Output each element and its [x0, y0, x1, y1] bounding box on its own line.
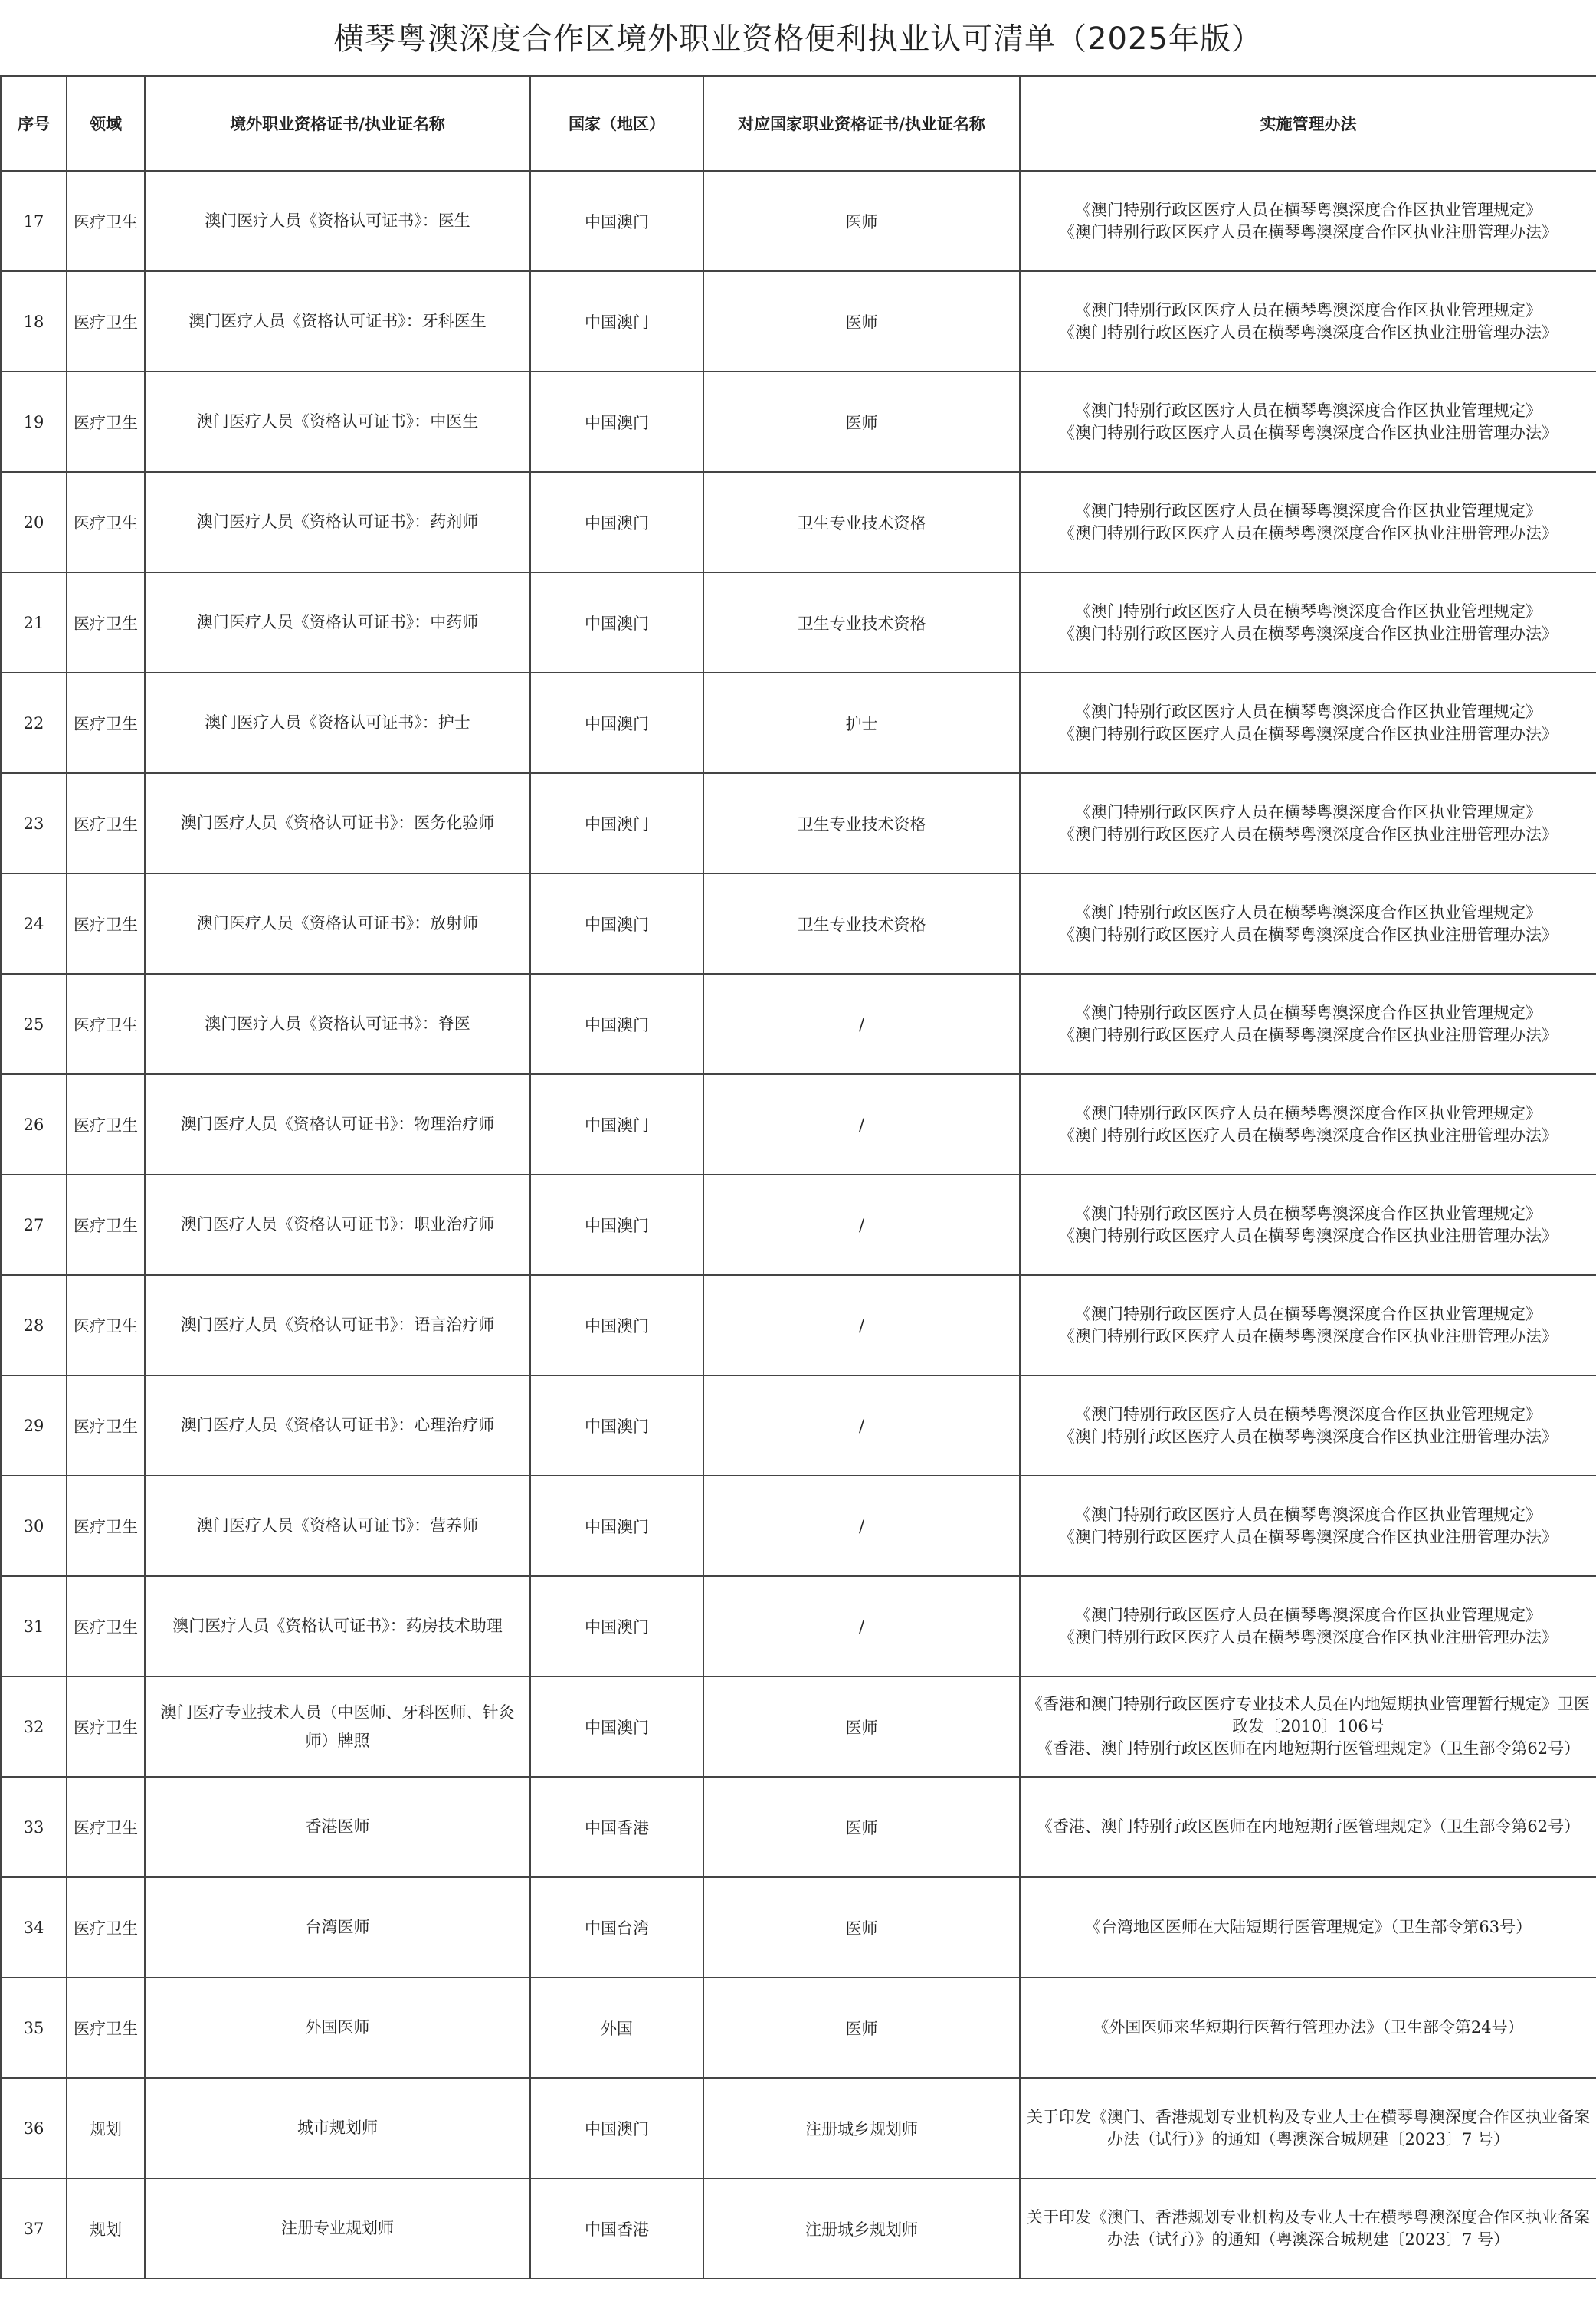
measure-line: 关于印发《澳门、香港规划专业机构及专业人士在横琴粤澳深度合作区执业备案办法（试行）》的通知（粤澳深合城规建〔2023〕7 号） — [1027, 2107, 1590, 2148]
measure-line: 《台湾地区医师在大陆短期行医管理规定》（卫生部令第63号） — [1084, 1918, 1532, 1936]
row-mapped-cert-cell: 注册城乡规划师 — [703, 2078, 1020, 2178]
measure-line: 《澳门特别行政区医疗人员在横琴粤澳深度合作区执业注册管理办法》 — [1059, 1126, 1558, 1145]
table-row — [1, 1978, 1596, 2078]
row-mapped-cert-cell: 卫生专业技术资格 — [703, 873, 1020, 974]
row-foreign-cert-cell: 澳门医疗人员《资格认可证书》：心理治疗师 — [145, 1375, 530, 1476]
row-seq-cell: 28 — [1, 1275, 67, 1375]
row-foreign-cert-cell: 澳门医疗人员《资格认可证书》：药剂师 — [145, 472, 530, 572]
row-mapped-cert-cell: / — [703, 1275, 1020, 1375]
header-region: 国家（地区） — [530, 76, 703, 171]
row-seq-cell: 17 — [1, 171, 67, 271]
measure-line: 《澳门特别行政区医疗人员在横琴粤澳深度合作区执业注册管理办法》 — [1059, 1226, 1558, 1245]
header-measures: 实施管理办法 — [1020, 76, 1596, 171]
measure-line: 《澳门特别行政区医疗人员在横琴粤澳深度合作区执业管理规定》 — [1075, 501, 1542, 520]
row-foreign-cert-cell: 澳门医疗人员《资格认可证书》：医务化验师 — [145, 773, 530, 873]
measure-line: 《澳门特别行政区医疗人员在横琴粤澳深度合作区执业管理规定》 — [1075, 200, 1542, 219]
row-measures-cell — [1020, 1074, 1596, 1175]
row-region-cell: 中国澳门 — [530, 673, 703, 773]
measure-line: 《香港、澳门特别行政区医师在内地短期行医管理规定》（卫生部令第62号） — [1036, 1817, 1581, 1836]
row-foreign-cert-cell: 城市规划师 — [145, 2078, 530, 2178]
row-mapped-cert-cell: 医师 — [703, 1777, 1020, 1877]
row-measures-cell — [1020, 1275, 1596, 1375]
row-mapped-cert-cell: 医师 — [703, 1978, 1020, 2078]
row-region-cell: 中国澳门 — [530, 1175, 703, 1275]
row-foreign-cert-cell: 外国医师 — [145, 1978, 530, 2078]
measure-line: 《澳门特别行政区医疗人员在横琴粤澳深度合作区执业管理规定》 — [1075, 1605, 1542, 1624]
table-row — [1, 673, 1596, 773]
row-foreign-cert-cell: 台湾医师 — [145, 1877, 530, 1978]
row-foreign-cert-cell: 澳门医疗人员《资格认可证书》：物理治疗师 — [145, 1074, 530, 1175]
row-seq-cell: 27 — [1, 1175, 67, 1275]
table-row — [1, 2178, 1596, 2279]
row-field-cell: 医疗卫生 — [67, 1175, 145, 1275]
measure-line: 《澳门特别行政区医疗人员在横琴粤澳深度合作区执业注册管理办法》 — [1059, 323, 1558, 342]
row-region-cell: 中国澳门 — [530, 1275, 703, 1375]
row-measures-cell — [1020, 472, 1596, 572]
measure-line: 《澳门特别行政区医疗人员在横琴粤澳深度合作区执业管理规定》 — [1075, 1103, 1542, 1122]
row-foreign-cert-cell: 澳门医疗专业技术人员（中医师、牙科医师、针灸师）牌照 — [145, 1676, 530, 1777]
measure-line: 《澳门特别行政区医疗人员在横琴粤澳深度合作区执业注册管理办法》 — [1059, 1527, 1558, 1546]
table-row — [1, 372, 1596, 472]
row-foreign-cert-cell: 澳门医疗人员《资格认可证书》：中医生 — [145, 372, 530, 472]
table-row — [1, 1676, 1596, 1777]
row-field-cell: 医疗卫生 — [67, 271, 145, 372]
row-seq-cell: 20 — [1, 472, 67, 572]
qualification-table — [0, 75, 1596, 2279]
row-measures-cell — [1020, 974, 1596, 1074]
measure-line: 《澳门特别行政区医疗人员在横琴粤澳深度合作区执业管理规定》 — [1075, 1003, 1542, 1022]
row-region-cell: 中国澳门 — [530, 1375, 703, 1476]
row-field-cell: 医疗卫生 — [67, 1777, 145, 1877]
measure-line: 《澳门特别行政区医疗人员在横琴粤澳深度合作区执业管理规定》 — [1075, 903, 1542, 922]
table-body — [1, 171, 1596, 2279]
row-field-cell: 医疗卫生 — [67, 1978, 145, 2078]
row-foreign-cert-cell: 澳门医疗人员《资格认可证书》：中药师 — [145, 572, 530, 673]
row-mapped-cert-cell: / — [703, 1375, 1020, 1476]
measure-line: 《香港、澳门特别行政区医师在内地短期行医管理规定》（卫生部令第62号） — [1036, 1739, 1581, 1758]
row-measures-cell — [1020, 773, 1596, 873]
row-region-cell: 中国澳门 — [530, 873, 703, 974]
measure-line: 《澳门特别行政区医疗人员在横琴粤澳深度合作区执业管理规定》 — [1075, 1404, 1542, 1424]
table-row — [1, 974, 1596, 1074]
measure-line: 《澳门特别行政区医疗人员在横琴粤澳深度合作区执业注册管理办法》 — [1059, 1025, 1558, 1044]
row-mapped-cert-cell: / — [703, 1074, 1020, 1175]
row-seq-cell: 23 — [1, 773, 67, 873]
row-foreign-cert-cell: 澳门医疗人员《资格认可证书》：营养师 — [145, 1476, 530, 1576]
table-row — [1, 572, 1596, 673]
row-seq-cell: 22 — [1, 673, 67, 773]
header-seq: 序号 — [1, 76, 67, 171]
measure-line: 《澳门特别行政区医疗人员在横琴粤澳深度合作区执业管理规定》 — [1075, 300, 1542, 320]
row-foreign-cert-cell: 澳门医疗人员《资格认可证书》：护士 — [145, 673, 530, 773]
row-seq-cell: 34 — [1, 1877, 67, 1978]
row-region-cell: 中国澳门 — [530, 271, 703, 372]
row-region-cell: 中国香港 — [530, 2178, 703, 2279]
row-region-cell: 中国澳门 — [530, 572, 703, 673]
row-region-cell: 中国澳门 — [530, 171, 703, 271]
row-mapped-cert-cell: 医师 — [703, 171, 1020, 271]
row-field-cell: 医疗卫生 — [67, 1576, 145, 1676]
row-measures-cell — [1020, 271, 1596, 372]
table-row — [1, 2078, 1596, 2178]
row-seq-cell: 35 — [1, 1978, 67, 2078]
row-region-cell: 中国澳门 — [530, 472, 703, 572]
row-region-cell: 中国澳门 — [530, 1576, 703, 1676]
measure-line: 关于印发《澳门、香港规划专业机构及专业人士在横琴粤澳深度合作区执业备案办法（试行）》的通知（粤澳深合城规建〔2023〕7 号） — [1027, 2207, 1590, 2249]
row-foreign-cert-cell: 澳门医疗人员《资格认可证书》：医生 — [145, 171, 530, 271]
row-seq-cell: 19 — [1, 372, 67, 472]
measure-line: 《澳门特别行政区医疗人员在横琴粤澳深度合作区执业注册管理办法》 — [1059, 624, 1558, 643]
row-field-cell: 医疗卫生 — [67, 572, 145, 673]
row-region-cell: 中国澳门 — [530, 1676, 703, 1777]
header-field: 领域 — [67, 76, 145, 171]
row-field-cell: 医疗卫生 — [67, 1375, 145, 1476]
row-foreign-cert-cell: 澳门医疗人员《资格认可证书》：药房技术助理 — [145, 1576, 530, 1676]
row-field-cell: 医疗卫生 — [67, 1476, 145, 1576]
measure-line: 《澳门特别行政区医疗人员在横琴粤澳深度合作区执业管理规定》 — [1075, 1304, 1542, 1323]
row-seq-cell: 29 — [1, 1375, 67, 1476]
row-measures-cell — [1020, 2078, 1596, 2178]
row-mapped-cert-cell: 医师 — [703, 1877, 1020, 1978]
header-foreign-cert: 境外职业资格证书/执业证名称 — [145, 76, 530, 171]
row-seq-cell: 24 — [1, 873, 67, 974]
table-row — [1, 873, 1596, 974]
page-title: 横琴粤澳深度合作区境外职业资格便利执业认可清单（2025年版） — [333, 21, 1263, 57]
row-region-cell: 中国澳门 — [530, 773, 703, 873]
row-seq-cell: 36 — [1, 2078, 67, 2178]
measure-line: 《澳门特别行政区医疗人员在横琴粤澳深度合作区执业注册管理办法》 — [1059, 222, 1558, 241]
header-row — [1, 76, 1596, 171]
row-region-cell: 中国澳门 — [530, 974, 703, 1074]
row-region-cell: 中国香港 — [530, 1777, 703, 1877]
header-mapped-cert: 对应国家职业资格证书/执业证名称 — [703, 76, 1020, 171]
measure-line: 《澳门特别行政区医疗人员在横琴粤澳深度合作区执业管理规定》 — [1075, 1505, 1542, 1524]
row-foreign-cert-cell: 注册专业规划师 — [145, 2178, 530, 2279]
measure-line: 《外国医师来华短期行医暂行管理办法》（卫生部令第24号） — [1093, 2018, 1524, 2037]
row-seq-cell: 32 — [1, 1676, 67, 1777]
row-mapped-cert-cell: / — [703, 974, 1020, 1074]
row-mapped-cert-cell: 医师 — [703, 372, 1020, 472]
row-mapped-cert-cell: 医师 — [703, 1676, 1020, 1777]
row-measures-cell — [1020, 1676, 1596, 1777]
measure-line: 《澳门特别行政区医疗人员在横琴粤澳深度合作区执业注册管理办法》 — [1059, 925, 1558, 944]
measure-line: 《香港和澳门特别行政区医疗专业技术人员在内地短期执业管理暂行规定》卫医政发〔2010〕106号 — [1027, 1695, 1590, 1735]
table-row — [1, 773, 1596, 873]
measure-line: 《澳门特别行政区医疗人员在横琴粤澳深度合作区执业注册管理办法》 — [1059, 1326, 1558, 1345]
table-row — [1, 1476, 1596, 1576]
row-measures-cell — [1020, 1175, 1596, 1275]
row-field-cell: 医疗卫生 — [67, 372, 145, 472]
row-measures-cell — [1020, 572, 1596, 673]
row-region-cell: 外国 — [530, 1978, 703, 2078]
row-foreign-cert-cell: 澳门医疗人员《资格认可证书》：脊医 — [145, 974, 530, 1074]
row-measures-cell — [1020, 372, 1596, 472]
measure-line: 《澳门特别行政区医疗人员在横琴粤澳深度合作区执业注册管理办法》 — [1059, 724, 1558, 743]
table-row — [1, 1576, 1596, 1676]
measure-line: 《澳门特别行政区医疗人员在横琴粤澳深度合作区执业注册管理办法》 — [1059, 423, 1558, 442]
measure-line: 《澳门特别行政区医疗人员在横琴粤澳深度合作区执业管理规定》 — [1075, 802, 1542, 821]
row-measures-cell — [1020, 171, 1596, 271]
row-field-cell: 医疗卫生 — [67, 974, 145, 1074]
row-region-cell: 中国澳门 — [530, 2078, 703, 2178]
row-foreign-cert-cell: 澳门医疗人员《资格认可证书》：牙科医生 — [145, 271, 530, 372]
row-mapped-cert-cell: 护士 — [703, 673, 1020, 773]
row-field-cell: 医疗卫生 — [67, 1275, 145, 1375]
row-measures-cell — [1020, 1978, 1596, 2078]
row-seq-cell: 18 — [1, 271, 67, 372]
row-foreign-cert-cell: 香港医师 — [145, 1777, 530, 1877]
table-row — [1, 171, 1596, 271]
row-seq-cell: 30 — [1, 1476, 67, 1576]
table-header — [1, 76, 1596, 171]
row-measures-cell — [1020, 1375, 1596, 1476]
row-mapped-cert-cell: 医师 — [703, 271, 1020, 372]
row-mapped-cert-cell: 注册城乡规划师 — [703, 2178, 1020, 2279]
row-field-cell: 医疗卫生 — [67, 171, 145, 271]
row-mapped-cert-cell: 卫生专业技术资格 — [703, 472, 1020, 572]
row-field-cell: 医疗卫生 — [67, 773, 145, 873]
row-seq-cell: 26 — [1, 1074, 67, 1175]
row-seq-cell: 37 — [1, 2178, 67, 2279]
row-seq-cell: 21 — [1, 572, 67, 673]
row-mapped-cert-cell: / — [703, 1576, 1020, 1676]
measure-line: 《澳门特别行政区医疗人员在横琴粤澳深度合作区执业注册管理办法》 — [1059, 1627, 1558, 1647]
row-region-cell: 中国澳门 — [530, 1074, 703, 1175]
row-mapped-cert-cell: 卫生专业技术资格 — [703, 572, 1020, 673]
row-field-cell: 规划 — [67, 2178, 145, 2279]
row-measures-cell — [1020, 1476, 1596, 1576]
table-row — [1, 1375, 1596, 1476]
measure-line: 《澳门特别行政区医疗人员在横琴粤澳深度合作区执业管理规定》 — [1075, 1204, 1542, 1223]
measure-line: 《澳门特别行政区医疗人员在横琴粤澳深度合作区执业管理规定》 — [1075, 401, 1542, 420]
measure-line: 《澳门特别行政区医疗人员在横琴粤澳深度合作区执业注册管理办法》 — [1059, 1427, 1558, 1446]
row-region-cell: 中国澳门 — [530, 1476, 703, 1576]
row-region-cell: 中国台湾 — [530, 1877, 703, 1978]
row-foreign-cert-cell: 澳门医疗人员《资格认可证书》：职业治疗师 — [145, 1175, 530, 1275]
row-field-cell: 医疗卫生 — [67, 1074, 145, 1175]
table-row — [1, 1877, 1596, 1978]
row-seq-cell: 31 — [1, 1576, 67, 1676]
table-row — [1, 1074, 1596, 1175]
row-foreign-cert-cell: 澳门医疗人员《资格认可证书》：语言治疗师 — [145, 1275, 530, 1375]
table-row — [1, 1275, 1596, 1375]
table-row — [1, 472, 1596, 572]
row-mapped-cert-cell: 卫生专业技术资格 — [703, 773, 1020, 873]
row-measures-cell — [1020, 673, 1596, 773]
row-seq-cell: 25 — [1, 974, 67, 1074]
row-field-cell: 医疗卫生 — [67, 472, 145, 572]
row-field-cell: 规划 — [67, 2078, 145, 2178]
table-row — [1, 271, 1596, 372]
row-field-cell: 医疗卫生 — [67, 673, 145, 773]
row-seq-cell: 33 — [1, 1777, 67, 1877]
row-measures-cell — [1020, 873, 1596, 974]
measure-line: 《澳门特别行政区医疗人员在横琴粤澳深度合作区执业注册管理办法》 — [1059, 824, 1558, 844]
row-field-cell: 医疗卫生 — [67, 873, 145, 974]
table-row — [1, 1777, 1596, 1877]
row-measures-cell — [1020, 1777, 1596, 1877]
row-mapped-cert-cell: / — [703, 1476, 1020, 1576]
row-foreign-cert-cell: 澳门医疗人员《资格认可证书》：放射师 — [145, 873, 530, 974]
row-measures-cell — [1020, 1877, 1596, 1978]
measure-line: 《澳门特别行政区医疗人员在横琴粤澳深度合作区执业注册管理办法》 — [1059, 523, 1558, 542]
measure-line: 《澳门特别行政区医疗人员在横琴粤澳深度合作区执业管理规定》 — [1075, 702, 1542, 721]
measure-line: 《澳门特别行政区医疗人员在横琴粤澳深度合作区执业管理规定》 — [1075, 601, 1542, 621]
row-measures-cell — [1020, 2178, 1596, 2279]
row-field-cell: 医疗卫生 — [67, 1676, 145, 1777]
row-measures-cell — [1020, 1576, 1596, 1676]
row-mapped-cert-cell: / — [703, 1175, 1020, 1275]
row-field-cell: 医疗卫生 — [67, 1877, 145, 1978]
table-row — [1, 1175, 1596, 1275]
row-region-cell: 中国澳门 — [530, 372, 703, 472]
